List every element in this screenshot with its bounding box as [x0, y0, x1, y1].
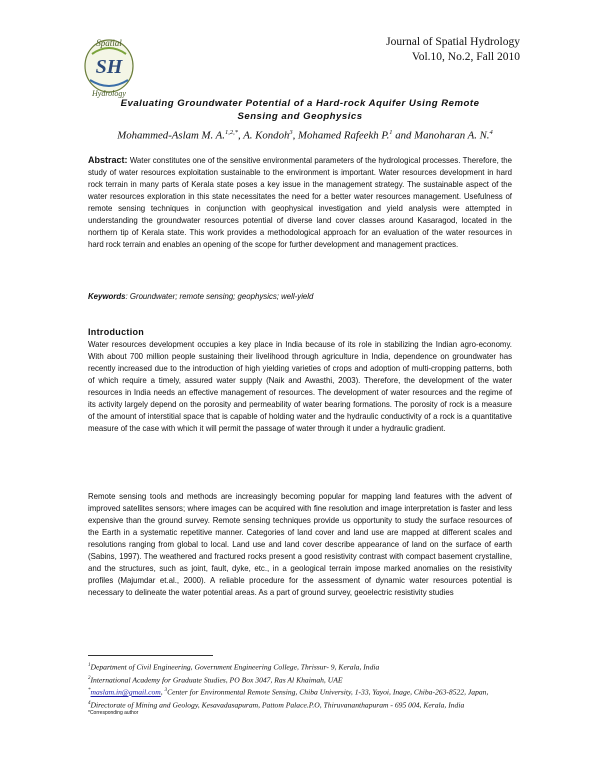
- author-4: and Manoharan A. N.: [392, 129, 490, 142]
- introduction-paragraph-2: Remote sensing tools and methods are increasingly becoming popular for mapping land features with the advent of improved satellites sensors; where images can be acquired with fine resolution and image interpretation is faster and less expensive than the ground survey. Remote sensing techniques provide us opportunity to study the surface resources of the Earth in a systematic repetitive manner. Categories of land cover and land use are mapped at different scales and resolutions ranging from global to local. Land use and land cover describe appearance of land on the surface of earth (Sabins, 1997). The weathered and fractured rocks present a good resistivity contrast with compact basement crystalline, and the structures, such as joint, fault, dyke, etc., in a geological terrain impose marked anomalies on the resistivity profiles (Majumdar et.al., 2000). A reliable procedure for the assessment of dynamic water resources potential is necessary to delineate the water potential areas. As a part of ground survey, geoelectric resistivity studies: [88, 492, 512, 597]
- corresponding-author-note: *Corresponding author: [88, 710, 139, 717]
- footnote-1: [88, 660, 518, 673]
- abstract-label: Abstract:: [88, 155, 128, 165]
- journal-volume: Vol.10, No.2, Fall 2010: [411, 51, 520, 63]
- keywords: [88, 291, 512, 303]
- footnote-2-mark: 2: [88, 675, 91, 681]
- keywords-label: Keywords: [88, 292, 126, 301]
- author-3: , Mohamed Rafeekh P.: [292, 129, 390, 142]
- journal-name: Journal of Spatial Hydrology: [386, 36, 520, 48]
- introduction-heading: Introduction: [88, 327, 145, 337]
- footnote-1-text: Department of Civil Engineering, Government Engineering College, Thrissur- 9, Kerala, India: [90, 662, 380, 672]
- logo-text-top: Spatial: [96, 38, 122, 48]
- footnote-3: [88, 685, 518, 710]
- author-list: [70, 129, 540, 142]
- author-email-link[interactable]: maslam.in@gmail.com: [90, 687, 161, 697]
- title-line-2: Sensing and Geophysics: [237, 111, 363, 122]
- journal-logo: [78, 30, 140, 100]
- footnote-2: [88, 673, 518, 686]
- footnote-1-mark: 1: [88, 663, 91, 668]
- footnotes: [88, 660, 518, 716]
- introduction-paragraph-1: Water resources development occupies a key place in India because of its role in stabilizing the Indian agro-economy. With about 700 million people sustaining their livelihood through agriculture in India, dependence on groundwater has recently increased due to the introduction of high yielding varieties of crops and adoption of multi-cropping patterns, both of which require a timely, assured water supply (Naik and Awasthi, 2003). Therefore, the development of the water resources in India needs an effective management of resources. The development of water resources and the regime of its activity largely depend on the porosity and permeability of water bearing formations. The porosity of rock is a measure of the amount of interstitial space that is capable of holding water and the hydraulic conductivity of a rock is a quantitative measure of the case with which it will permit the passage of water through it under a hydraulic gradient.: [88, 340, 512, 433]
- keywords-text: : Groundwater; remote sensing; geophysics; well-yield: [125, 292, 314, 301]
- author-2-affil: 3: [289, 129, 293, 136]
- logo-text-mid: SH: [95, 56, 123, 78]
- logo-text-bottom: Hydrology: [92, 89, 126, 98]
- journal-header: [386, 35, 520, 65]
- author-2: , A. Kondoh: [237, 129, 290, 142]
- author-1: Mohammed-Aslam M. A.: [117, 129, 225, 142]
- footnote-4-mark: 4: [88, 700, 91, 706]
- title-line-1: Evaluating Groundwater Potential of a Hard-rock Aquifer Using Remote: [120, 98, 480, 109]
- abstract: [88, 155, 512, 251]
- author-3-affil: 1: [389, 129, 393, 136]
- footnote-divider: [88, 655, 213, 656]
- footnote-3-mark: 3: [164, 688, 168, 694]
- footnote-4-text: Directorate of Mining and Geology, Kesavadasapuram, Pattom Palace.P.O, Thiruvananthapuram - 695 004, Kerala, India: [90, 700, 465, 710]
- footnote-3-sep: ,: [160, 687, 163, 697]
- author-1-affil: 1,2,*: [224, 129, 238, 136]
- footnote-3-star: *: [88, 688, 91, 694]
- author-4-affil: 4: [489, 129, 493, 136]
- paper-title: [80, 97, 520, 123]
- footnote-3-text: Center for Environmental Remote Sensing, Chiba University, 1-33, Yayoi, Inage, Chiba-263-8522, Japan,: [167, 687, 489, 697]
- footnote-2-text: International Academy for Graduate Studies, PO Box 3047, Ras Al Khaimah, UAE: [90, 675, 343, 685]
- abstract-text: Water constitutes one of the sensitive environmental parameters of the hydrological processes. Therefore, the study of water resources exploitation sustainable to the environment is important. Water resources development in hard rock terrain in many parts of Kerala state poses a key issue in the management strategy. The sustainable aspect of the water resources exploration in this state necessitates the need for a better water resources management. Usefulness of remote sensing techniques in conjunction with geophysical investigation and yield analysis were attempted in understanding the groundwater resources potential of diverse land cover classes around Kasaragod, located in the northern tip of Kerala state. This work provides a methodological approach for an evaluation of the water resources in hard rock terrain and enables an opening of the scope for further development and management practices.: [88, 156, 512, 249]
